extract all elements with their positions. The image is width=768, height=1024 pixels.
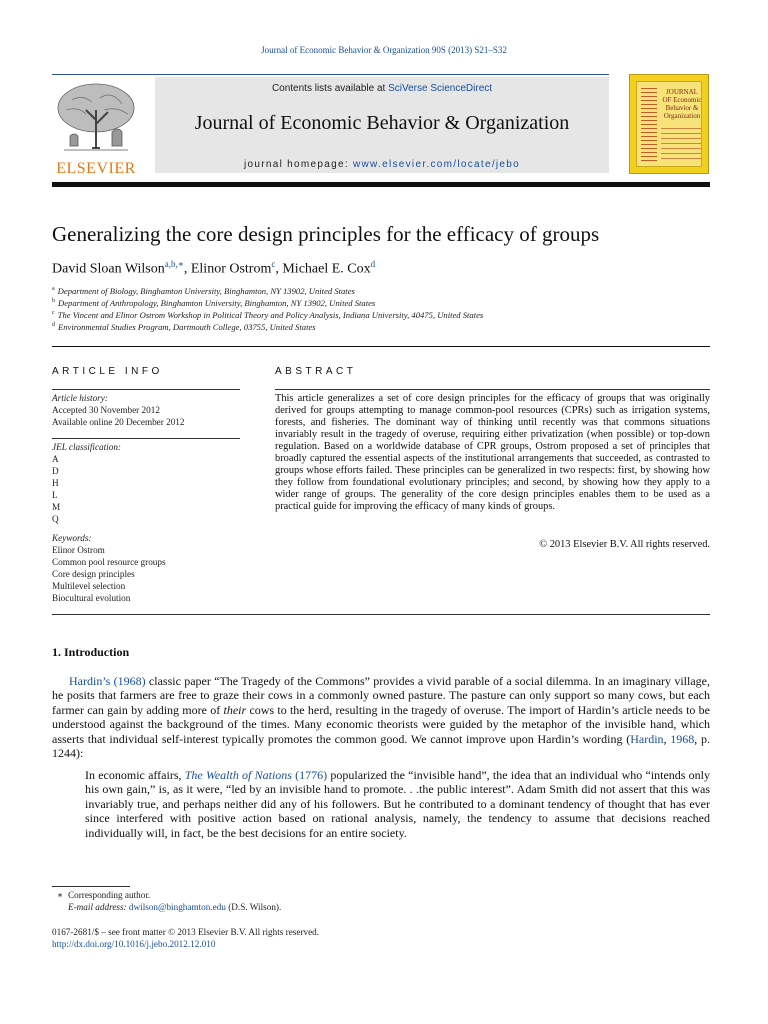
affiliation: $^d$ Environmental Studies Program, Dartmouth College, 03755, United States — [52, 322, 316, 332]
sciencedirect-link[interactable]: SciVerse ScienceDirect — [388, 83, 493, 94]
citation-link[interactable]: Hardin — [630, 731, 664, 746]
block-quote: In economic affairs, The Wealth of Nations (1776) popularized the “invisible hand”, the idea that an individual who “intends only his own gain,” is, as it were, “led by an invisible hand to promote. . .the public interest”. Adam Smith did not assert that this was invariably true, and perhaps neither did any of his followers. But he contributed to a dominant tendency of thought that has ever since interfered with positive action based on rational analysis, namely, the tendency to assume that decisions reached individually will, in fact, be the best decisions for an entire society. — [85, 768, 710, 840]
citation-link[interactable]: 1968 — [670, 731, 695, 746]
cover-title: JOURNAL OF Economic Behavior & Organization — [662, 88, 702, 120]
header-thick-rule — [52, 182, 710, 187]
abstract-text: This article generalizes a set of core design principles for the efficacy of groups that was originally derived for groups attempting to manage common-pool resources (CPRs) such as irrigation systems, forests, and fisheries. The dominant way of thinking until recently was that commons situations invariably result in the tragedy of overuse, requiring either privatization (when possible) or top-down regulation. Based on a worldwide database of CPR groups, Ostrom proposed a set of principles that broadly captured the essential aspects of the institutional arrangements that succeeded, as contrasted to groups whose efforts failed. These principles can be generalized in two respects: first, by showing how they follow from foundational evolutionary principles; and second, by showing how they apply to a wider range of groups. The generality of the core design principles enables them to be used as a practical guide for improving the efficacy of many kinds of groups. — [275, 393, 710, 512]
author-name: Elinor Ostrom — [190, 261, 272, 277]
article-info-heading: ARTICLE INFO — [52, 366, 163, 377]
author-affiliation-link[interactable]: a,b,∗ — [164, 259, 184, 269]
keyword: Multilevel selection — [52, 581, 126, 591]
keyword: Common pool resource groups — [52, 557, 166, 567]
abstract-heading: ABSTRACT — [275, 366, 357, 377]
keywords: Keywords: Elinor Ostrom Common pool resource groups Core design principles Multilevel selection Biocultural evolution — [52, 533, 166, 603]
abstract-rule — [275, 389, 710, 390]
doi-link[interactable]: http://dx.doi.org/10.1016/j.jebo.2012.12.010 — [52, 939, 216, 949]
affiliation: $^c$ The Vincent and Elinor Ostrom Workshop in Political Theory and Policy Analysis, Indiana University, 40475, United States — [52, 310, 484, 320]
article-history: Article history: Accepted 30 November 2012 Available online 20 December 2012 — [52, 393, 185, 427]
issn-line: 0167-2681/$ – see front matter © 2013 Elsevier B.V. All rights reserved. — [52, 927, 320, 937]
citation-link[interactable]: The Wealth of Nations — [184, 768, 292, 782]
citation-link[interactable]: Hardin’s (1968) — [69, 674, 146, 688]
keyword: Biocultural evolution — [52, 593, 131, 603]
jel-classification: JEL classification: A D H L M Q — [52, 442, 121, 524]
author-affiliation-link[interactable]: d — [370, 259, 376, 269]
intro-paragraph: Hardin’s (1968) classic paper “The Tragedy of the Commons” provides a vivid parable of a social dilemma. In an imaginary village, he posits that farmers are free to graze their cows in a commonly owned pasture. The pasture can only support so many cows, but each farmer can gain by adding more of their cows to the herd, resulting in the tragedy of overuse. The import of Hardin’s article needs to be understood against the background of the times. Many economic theorists were guided by the metaphor of the invisible hand, which asserts that individual self-interest typically promotes the common good. We cannot improve upon Hardin’s wording (Hardin, 1968, p. 1244): — [52, 674, 711, 761]
abstract-end-rule — [52, 614, 710, 615]
affiliation: $^b$ Department of Anthropology, Binghamton University, Binghamton, NY 13902, United States — [52, 298, 376, 308]
affiliation: $^a$ Department of Biology, Binghamton University, Binghamton, NY 13902, United States — [52, 286, 355, 296]
citation-link[interactable]: (1776) — [295, 768, 328, 782]
author-list: David Sloan Wilson$^{a,b,∗}$, Elinor Ostrom$^c$, Michael E. Cox$^d$ — [52, 259, 376, 277]
contents-line: Contents lists available at SciVerse ScienceDirect — [271, 83, 493, 94]
article-info-rule — [52, 438, 240, 439]
journal-homepage: journal homepage: www.elsevier.com/locate/jebo — [243, 159, 521, 170]
keyword: Core design principles — [52, 569, 135, 579]
article-title: Generalizing the core design principles for the efficacy of groups — [52, 222, 600, 246]
homepage-link[interactable]: www.elsevier.com/locate/jebo — [353, 159, 521, 170]
keyword: Elinor Ostrom — [52, 545, 105, 555]
journal-citation-link[interactable]: Journal of Economic Behavior & Organization 90S (2013) S21–S32 — [261, 45, 507, 55]
footnote-email: E-mail address: dwilson@binghamton.edu (D.S. Wilson). — [68, 902, 282, 912]
section-rule — [52, 346, 710, 347]
email-link[interactable]: dwilson@binghamton.edu — [128, 902, 226, 912]
journal-cover-thumbnail — [629, 74, 709, 174]
abstract-copyright: © 2013 Elsevier B.V. All rights reserved. — [539, 539, 710, 550]
footnote-corresponding: ∗ Corresponding author. — [56, 890, 151, 900]
author-name: David Sloan Wilson — [52, 261, 165, 277]
header-rule — [52, 74, 609, 75]
journal-name: Journal of Economic Behavior & Organization — [194, 112, 570, 134]
author-name: Michael E. Cox — [282, 261, 371, 277]
elsevier-wordmark: ELSEVIER — [56, 160, 136, 177]
doi-line — [52, 939, 215, 949]
author-affiliation-link[interactable]: c — [271, 259, 276, 269]
section-heading-introduction: 1. Introduction — [52, 645, 130, 659]
article-info-rule — [52, 389, 240, 390]
footnote-rule — [52, 886, 130, 887]
